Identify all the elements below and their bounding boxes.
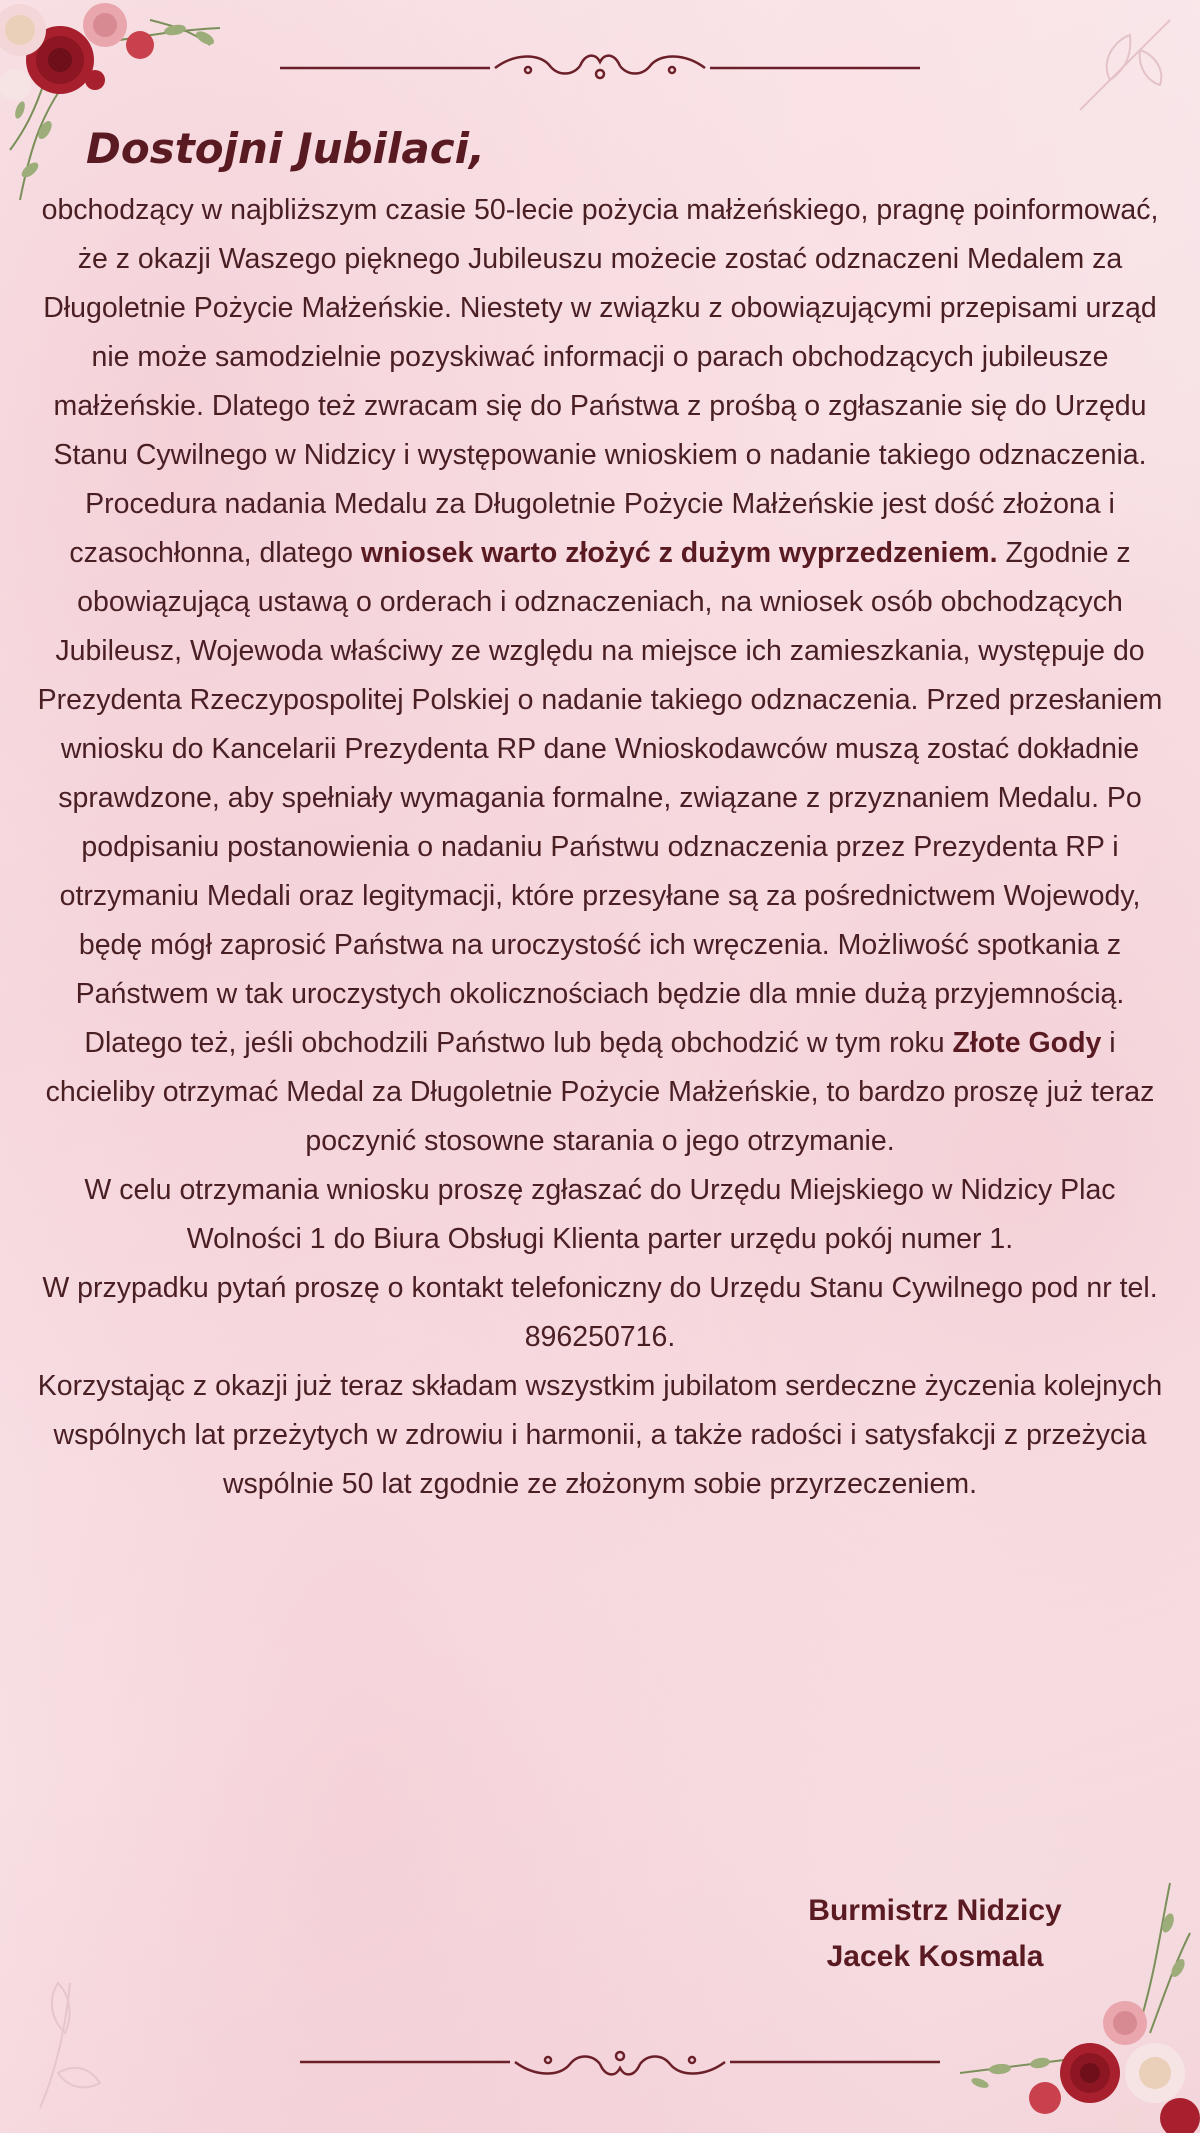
ornament-divider-icon	[280, 48, 920, 88]
paragraph-1	[36, 186, 1164, 480]
ornament-divider-icon	[300, 2042, 940, 2082]
paragraph-2	[36, 480, 1164, 1166]
signature-name: Jacek Kosmala	[826, 1940, 1044, 1973]
paragraph-2-emphasis-gold: Złote Gody	[952, 1027, 1102, 1059]
paragraph-2-text-a: Procedura nadania Medalu za Długoletnie Pożycie Małżeńskie jest dość złożona i czasochłonna, dlatego	[69, 488, 1115, 569]
paragraph-2-text-c: i chcieliby otrzymać Medal za Długoletnie Pożycie Małżeńskie, to bardzo proszę już teraz poczynić stosowne starania o jego otrzymanie.	[45, 1027, 1155, 1157]
signature-title: Burmistrz Nidzicy	[808, 1894, 1062, 1927]
paragraph-3: W celu otrzymania wniosku proszę zgłaszać do Urzędu Miejskiego w Nidzicy Plac Wolności 1 do Biura Obsługi Klienta parter urzędu pokój numer 1.	[84, 1174, 1116, 1255]
greeting-heading: Dostojni Jubilaci,	[86, 124, 485, 173]
leaf-sketch-icon	[20, 1973, 130, 2113]
paragraph-2-emphasis: wniosek warto złożyć z dużym wyprzedzeniem.	[360, 537, 998, 569]
paragraph-4: W przypadku pytań proszę o kontakt telefoniczny do Urzędu Stanu Cywilnego pod nr tel. 896250716.	[42, 1272, 1158, 1353]
paragraph-2-text-b: Zgodnie z obowiązującą ustawą o orderach i odznaczeniach, na wniosek osób obchodzących Jubileusz, Wojewoda właściwy ze względu na miejsce ich zamieszkania, występuje do Prezydenta Rzeczypospolitej Polskiej o nadanie takiego odznaczenia. Przed przesłaniem wniosku do Kancelarii Prezydenta RP dane Wnioskodawców muszą zostać dokładnie sprawdzone, aby spełniały wymagania formalne, związane z przyznaniem Medalu. Po podpisaniu postanowienia o nadaniu Państwu odznaczenia przez Prezydenta RP i otrzymaniu Medali oraz legitymacji, które przesyłane są za pośrednictwem Wojewody, będę mógł zaprosić Państwa na uroczystość ich wręczenia. Możliwość spotkania z Państwem w tak uroczystych okolicznościach będzie dla mnie dużą przyjemnością. Dlatego też, jeśli obchodzili Państwo lub będą obchodzić w tym roku	[37, 537, 1163, 1059]
rose-bouquet-icon	[940, 1873, 1200, 2133]
paragraph-5: Korzystając z okazji już teraz składam wszystkim jubilatom serdeczne życzenia kolejnych wspólnych lat przeżytych w zdrowiu i harmonii, a także radości i satysfakcji z przeżycia wspólnie 50 lat zgodnie ze złożonym sobie przyrzeczeniem.	[37, 1370, 1163, 1500]
leaf-sketch-icon	[1070, 10, 1180, 120]
paragraph-1-text: obchodzący w najbliższym czasie 50-lecie pożycia małżeńskiego, pragnę poinformować, że z okazji Waszego pięknego Jubileuszu możecie zostać odznaczeni Medalem za Długoletnie Pożycie Małżeńskie. Niestety w związku z obowiązującymi przepisami urząd nie może samodzielnie pozyskiwać informacji o parach obchodzących jubileusze małżeńskie. Dlatego też zwracam się do Państwa z prośbą o zgłaszanie się do Urzędu Stanu Cywilnego w Nidzicy i występowanie wnioskiem o nadanie takiego odznaczenia.	[41, 194, 1159, 471]
letter-body	[36, 186, 1164, 1509]
